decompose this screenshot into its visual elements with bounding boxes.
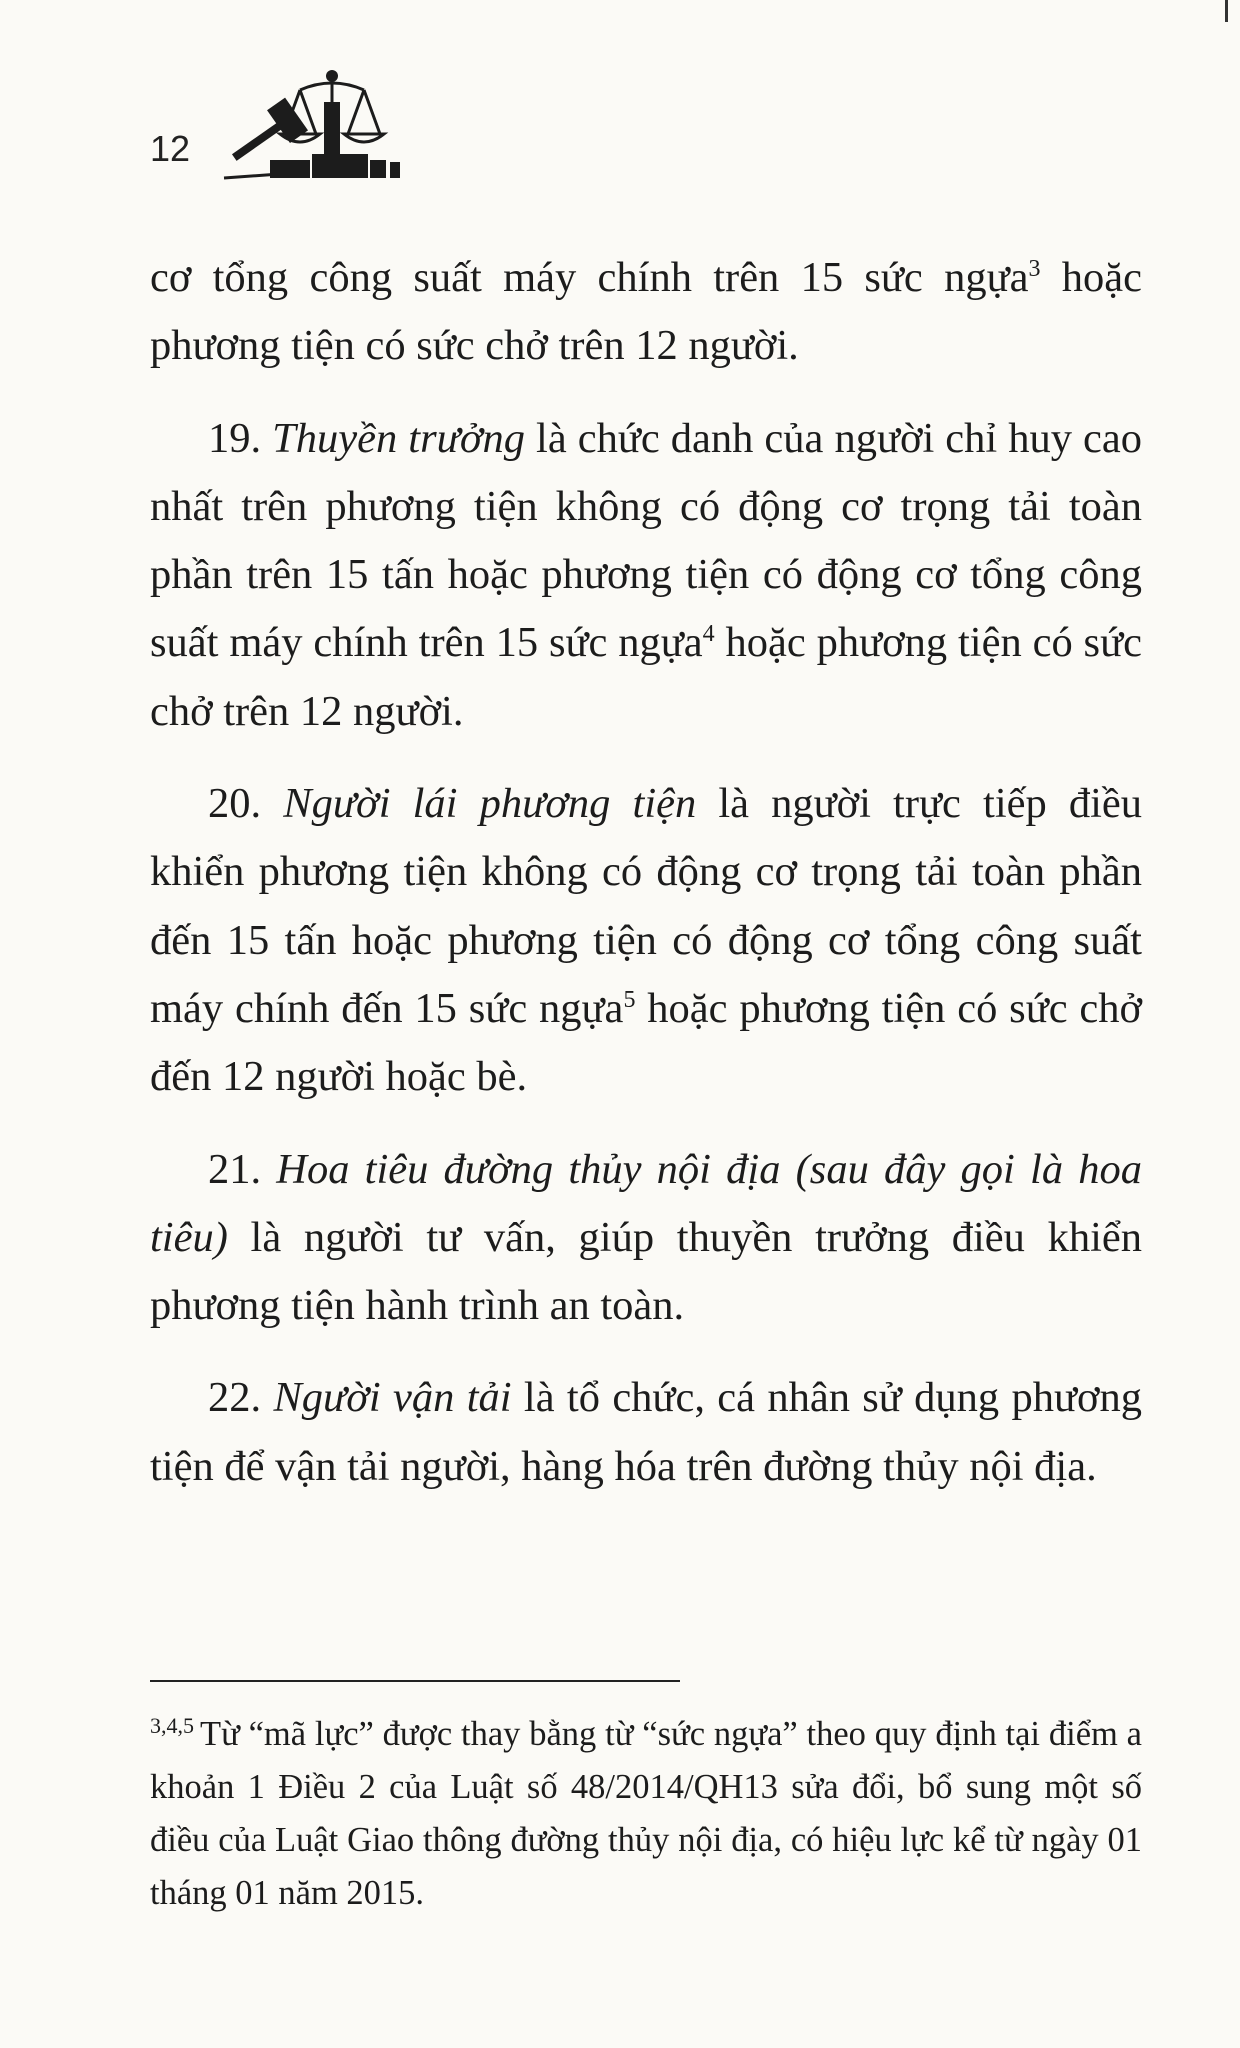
paragraph-text: là người tư vấn, giúp thuyền trưởng điều khiển phương tiện hành trình an toàn.: [150, 1213, 1142, 1330]
paragraph-text: hoặc phương tiện có sức chở đến 12 người hoặc bè.: [150, 984, 1143, 1101]
footnote-ref-4: 4: [702, 621, 715, 648]
paragraph-text: cơ tổng công suất máy chính trên 15 sức ngựa: [150, 254, 1029, 301]
defined-term: Thuyền trưởng: [272, 414, 526, 462]
paragraph-continued: [150, 244, 1142, 381]
paragraph-item-19: [150, 405, 1142, 746]
paragraph-item-22: [150, 1364, 1142, 1501]
footnote-ref-5: 5: [623, 986, 636, 1013]
paragraph-text: là tổ chức, cá nhân sử dụng phương tiện để vận tải người, hàng hóa trên đường thủy nội địa.: [150, 1374, 1143, 1490]
page-number: 12: [150, 128, 191, 169]
paragraph-text: là chức danh của người chỉ huy cao nhất trên phương tiện không có động cơ trọng tải toàn phần trên 15 tấn hoặc phương tiện có động cơ tổng công suất máy chính trên 15 sức ngựa: [150, 414, 1142, 667]
footnote-ref-3: 3: [1028, 255, 1041, 282]
paragraph-item-21: [150, 1136, 1142, 1341]
paragraph-item-20: [150, 770, 1142, 1111]
item-number: 20.: [208, 780, 284, 828]
footnote-divider: [150, 1680, 680, 1682]
page-edge-mark: [1225, 0, 1228, 22]
defined-term: Hoa tiêu đường thủy nội địa (sau đây gọi là hoa tiêu): [150, 1145, 1142, 1261]
footnote: [150, 1708, 1142, 1920]
footnote-marks: 3,4,5: [150, 1712, 194, 1738]
paragraph-text: hoặc phương tiện có sức chở trên 12 người.: [150, 619, 1142, 735]
body-text: [150, 244, 1142, 1525]
item-number: 19.: [208, 414, 273, 462]
defined-term: Người vận tải: [273, 1374, 512, 1422]
item-number: 21.: [208, 1145, 277, 1193]
defined-term: Người lái phương tiện: [283, 780, 697, 828]
scales-and-gavel-icon: [220, 62, 540, 182]
paragraph-text: là người trực tiếp điều khiển phương tiện không có động cơ trọng tải toàn phần đến 15 tấn hoặc phương tiện có động cơ tổng công suất máy chính đến 15 sức ngựa: [150, 780, 1143, 1032]
item-number: 22.: [208, 1374, 274, 1422]
footnote-text: Từ “mã lực” được thay bằng từ “sức ngựa” theo quy định tại điểm a khoản 1 Điều 2 của Luật số 48/2014/QH13 sửa đổi, bổ sung một số điều của Luật Giao thông đường thủy nội địa, có hiệu lực kể từ ngày 01 tháng 01 năm 2015.: [150, 1715, 1142, 1912]
paragraph-text: hoặc phương tiện có sức chở trên 12 người.: [150, 254, 1142, 370]
